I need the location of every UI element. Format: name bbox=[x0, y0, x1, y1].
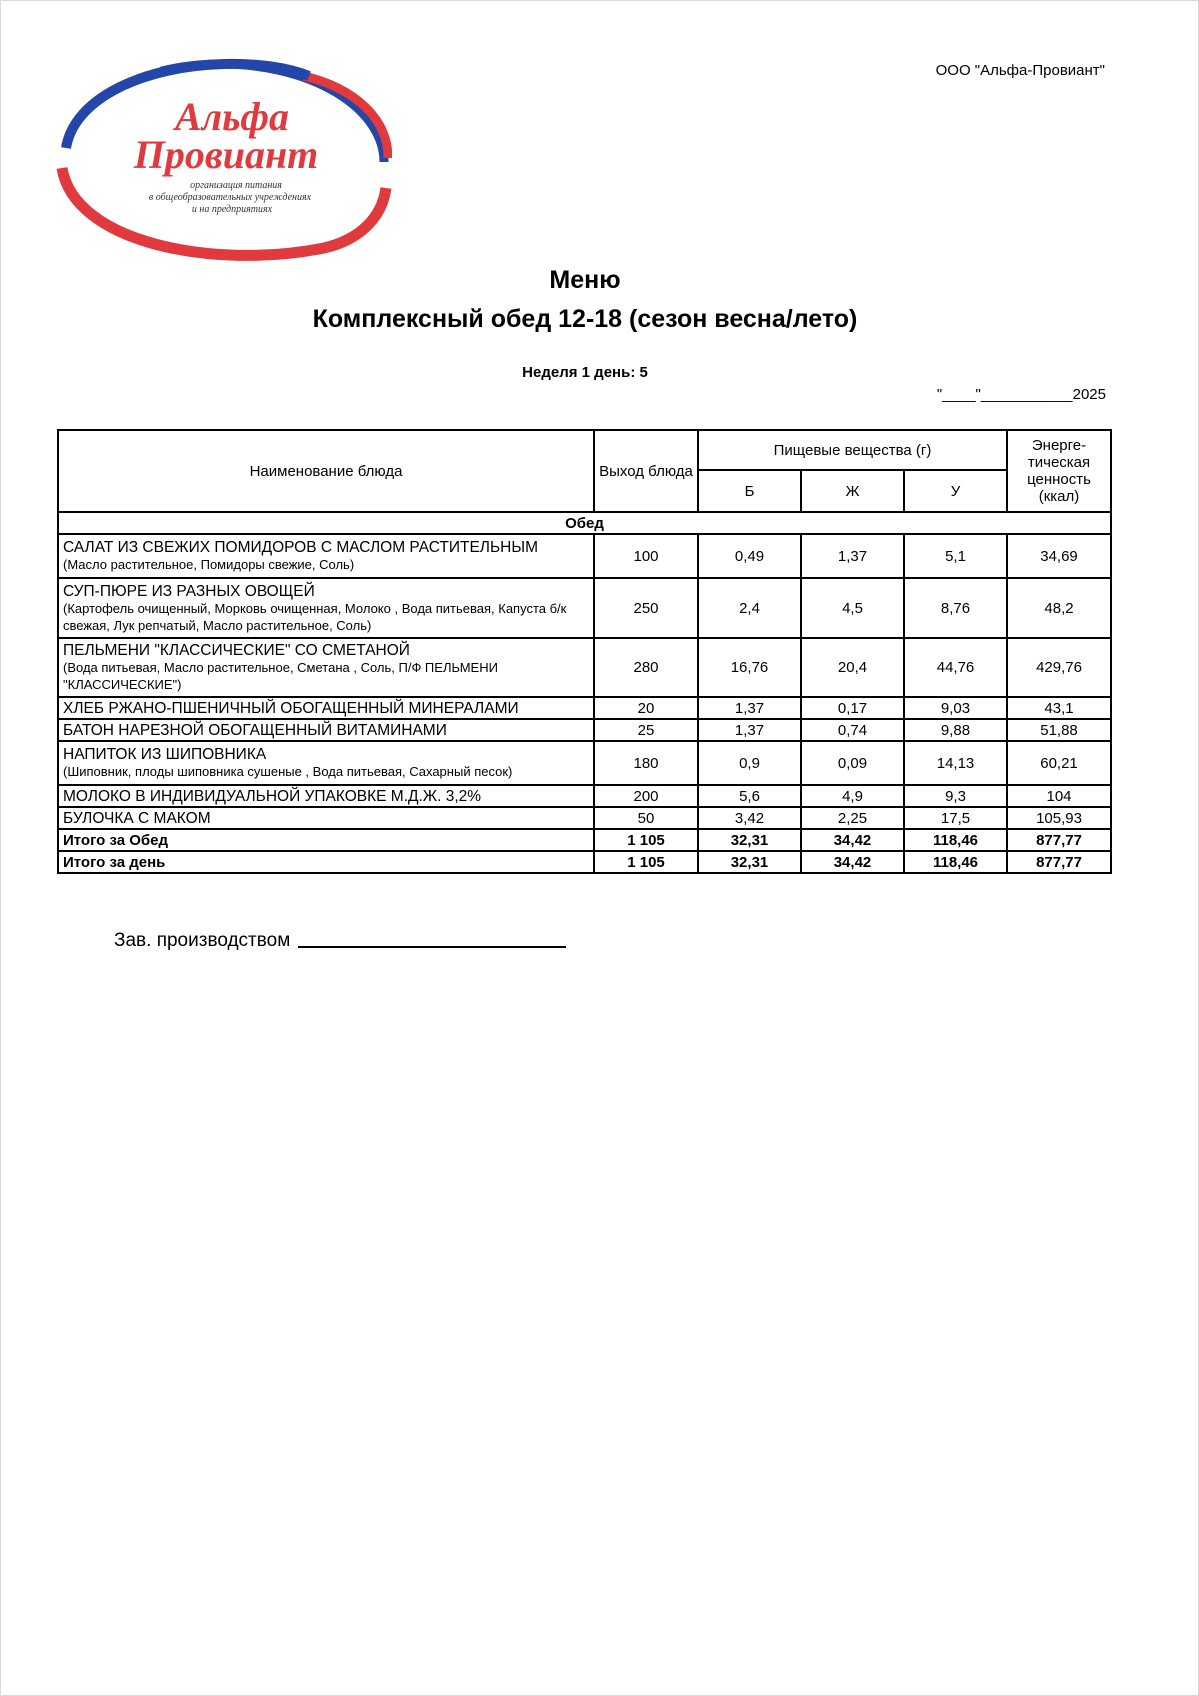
fats-cell: 2,25 bbox=[801, 807, 904, 829]
dish-ingredients: (Вода питьевая, Масло растительное, Сметана , Соль, П/Ф ПЕЛЬМЕНИ "КЛАССИЧЕСКИЕ") bbox=[63, 660, 498, 692]
kcal-cell: 104 bbox=[1007, 785, 1111, 807]
total-fats: 34,42 bbox=[801, 851, 904, 873]
dish-name: БАТОН НАРЕЗНОЙ ОБОГАЩЕННЫЙ ВИТАМИНАМИ bbox=[63, 721, 447, 739]
fats-cell: 4,9 bbox=[801, 785, 904, 807]
yield-cell: 200 bbox=[594, 785, 698, 807]
dish-name: САЛАТ ИЗ СВЕЖИХ ПОМИДОРОВ С МАСЛОМ РАСТИТЕЛЬНЫМ bbox=[63, 539, 538, 556]
signature-line bbox=[298, 946, 566, 948]
table-row bbox=[58, 741, 1111, 785]
total-yield: 1 105 bbox=[594, 851, 698, 873]
proteins-cell: 2,4 bbox=[698, 578, 801, 638]
total-proteins: 32,31 bbox=[698, 851, 801, 873]
total-fats: 34,42 bbox=[801, 829, 904, 851]
proteins-cell: 5,6 bbox=[698, 785, 801, 807]
proteins-cell: 3,42 bbox=[698, 807, 801, 829]
menu-table bbox=[57, 429, 1112, 874]
section-title: Обед bbox=[58, 512, 1111, 534]
dish-name: СУП-ПЮРЕ ИЗ РАЗНЫХ ОВОЩЕЙ bbox=[63, 582, 315, 600]
week-day-label: Неделя 1 день: 5 bbox=[522, 364, 648, 381]
total-label: Итого за день bbox=[58, 851, 594, 873]
carbs-cell: 17,5 bbox=[904, 807, 1007, 829]
kcal-cell: 105,93 bbox=[1007, 807, 1111, 829]
proteins-cell: 0,9 bbox=[698, 741, 801, 785]
dish-ingredients: (Картофель очищенный, Морковь очищенная, Молоко , Вода питьевая, Капуста б/к свежая, Лук репчатый, Масло растительное, Соль) bbox=[63, 600, 567, 633]
company-name: ООО "Альфа-Провиант" bbox=[935, 62, 1105, 79]
kcal-cell: 51,88 bbox=[1007, 719, 1111, 741]
carbs-cell: 44,76 bbox=[904, 638, 1007, 697]
carbs-cell: 9,88 bbox=[904, 719, 1007, 741]
total-carbs: 118,46 bbox=[904, 829, 1007, 851]
total-kcal: 877,77 bbox=[1007, 851, 1111, 873]
fats-cell: 0,74 bbox=[801, 719, 904, 741]
yield-cell: 50 bbox=[594, 807, 698, 829]
proteins-cell: 1,37 bbox=[698, 719, 801, 741]
table-row bbox=[58, 578, 1111, 638]
total-kcal: 877,77 bbox=[1007, 829, 1111, 851]
yield-cell: 100 bbox=[594, 534, 698, 578]
yield-cell: 280 bbox=[594, 638, 698, 697]
header-fats: Ж bbox=[801, 470, 904, 512]
kcal-cell: 60,21 bbox=[1007, 741, 1111, 785]
proteins-cell: 1,37 bbox=[698, 697, 801, 719]
logo-tagline-2: в общеобразовательных учреждениях bbox=[148, 192, 312, 203]
logo-tagline-3: и на предприятиях bbox=[191, 204, 273, 215]
dish-name: БУЛОЧКА С МАКОМ bbox=[63, 809, 211, 827]
dish-cell bbox=[58, 638, 594, 697]
yield-cell: 20 bbox=[594, 697, 698, 719]
header-energy: Энерге-тическая ценность (ккал) bbox=[1007, 430, 1111, 512]
dish-cell bbox=[58, 534, 594, 578]
dish-cell bbox=[58, 807, 594, 829]
dish-name: НАПИТОК ИЗ ШИПОВНИКА bbox=[63, 746, 267, 763]
total-carbs: 118,46 bbox=[904, 851, 1007, 873]
dish-cell bbox=[58, 578, 594, 638]
page-subtitle: Комплексный обед 12-18 (сезон весна/лето) bbox=[312, 305, 858, 333]
kcal-cell: 48,2 bbox=[1007, 578, 1111, 638]
total-row-day bbox=[58, 851, 1111, 873]
dish-name: МОЛОКО В ИНДИВИДУАЛЬНОЙ УПАКОВКЕ М.Д.Ж. 3,2% bbox=[63, 787, 482, 805]
carbs-cell: 5,1 bbox=[904, 534, 1007, 578]
total-proteins: 32,31 bbox=[698, 829, 801, 851]
table-row bbox=[58, 719, 1111, 741]
dish-cell bbox=[58, 741, 594, 785]
page-title: Меню bbox=[549, 266, 621, 294]
header-nutrients: Пищевые вещества (г) bbox=[698, 430, 1007, 470]
proteins-cell: 16,76 bbox=[698, 638, 801, 697]
carbs-cell: 9,3 bbox=[904, 785, 1007, 807]
dish-cell bbox=[58, 697, 594, 719]
signature-block bbox=[114, 930, 566, 952]
table-row bbox=[58, 638, 1111, 697]
header-yield: Выход блюда bbox=[594, 430, 698, 512]
dish-cell bbox=[58, 719, 594, 741]
proteins-cell: 0,49 bbox=[698, 534, 801, 578]
fats-cell: 1,37 bbox=[801, 534, 904, 578]
table-row bbox=[58, 785, 1111, 807]
header-proteins: Б bbox=[698, 470, 801, 512]
carbs-cell: 9,03 bbox=[904, 697, 1007, 719]
dish-ingredients: (Шиповник, плоды шиповника сушеные , Вода питьевая, Сахарный песок) bbox=[63, 764, 513, 779]
yield-cell: 250 bbox=[594, 578, 698, 638]
fats-cell: 4,5 bbox=[801, 578, 904, 638]
logo-line2: Провиант bbox=[133, 132, 319, 177]
carbs-cell: 8,76 bbox=[904, 578, 1007, 638]
logo-line1: Альфа bbox=[174, 94, 290, 139]
dish-name: ХЛЕБ РЖАНО-ПШЕНИЧНЫЙ ОБОГАЩЕННЫЙ МИНЕРАЛАМИ bbox=[63, 699, 519, 717]
table-row bbox=[58, 807, 1111, 829]
company-logo bbox=[54, 58, 392, 268]
table-row bbox=[58, 534, 1111, 578]
yield-cell: 25 bbox=[594, 719, 698, 741]
total-label: Итого за Обед bbox=[58, 829, 594, 851]
fats-cell: 0,09 bbox=[801, 741, 904, 785]
kcal-cell: 34,69 bbox=[1007, 534, 1111, 578]
yield-cell: 180 bbox=[594, 741, 698, 785]
total-yield: 1 105 bbox=[594, 829, 698, 851]
carbs-cell: 14,13 bbox=[904, 741, 1007, 785]
total-row-lunch bbox=[58, 829, 1111, 851]
fats-cell: 20,4 bbox=[801, 638, 904, 697]
fats-cell: 0,17 bbox=[801, 697, 904, 719]
dish-cell bbox=[58, 785, 594, 807]
date-line: "____"___________2025 bbox=[936, 386, 1106, 403]
table-row bbox=[58, 697, 1111, 719]
header-carbs: У bbox=[904, 470, 1007, 512]
logo-tagline-1: организация питания bbox=[190, 180, 282, 191]
kcal-cell: 43,1 bbox=[1007, 697, 1111, 719]
dish-ingredients: (Масло растительное, Помидоры свежие, Соль) bbox=[63, 557, 355, 572]
signature-label: Зав. производством bbox=[114, 930, 291, 951]
dish-name: ПЕЛЬМЕНИ "КЛАССИЧЕСКИЕ" СО СМЕТАНОЙ bbox=[63, 642, 410, 659]
kcal-cell: 429,76 bbox=[1007, 638, 1111, 697]
header-dish-name: Наименование блюда bbox=[58, 430, 594, 512]
